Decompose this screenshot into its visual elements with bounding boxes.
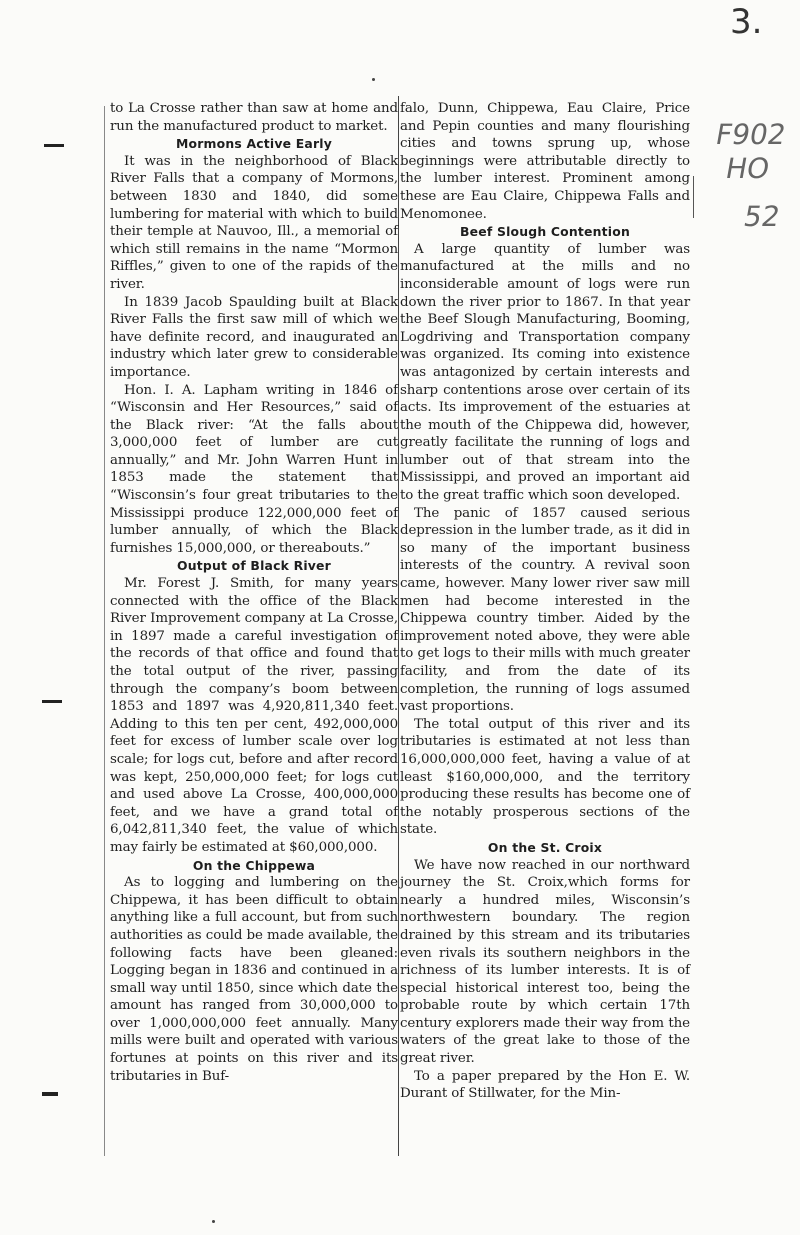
- right-column: [400, 100, 690, 1103]
- handwritten-note-3: 52: [741, 200, 783, 233]
- article-paragraph: The total output of this river and its tributaries is estimated at not less than 16,000,000,000 feet, having a value of at least $160,000,000, and the territory producing these results has become one of the notably prosperous sections of the state.: [400, 716, 690, 838]
- speck: [212, 1220, 215, 1223]
- section-heading: On the St. Croix: [487, 839, 603, 855]
- handwritten-note-2: HO: [723, 152, 773, 185]
- article-paragraph: Mr. Forest J. Smith, for many years connected with the office of the Black River Improvement company at La Crosse, in 1897 made a careful investigation of the records of that office and found that the total output of the river, passing through the company’s boom between 1853 and 1897 was 4,920,811,340 feet. Adding to this ten per cent, 492,000,000 feet for excess of lumber scale over log scale; for logs cut, before and after record was kept, 250,000,000 feet; for logs cut and used above La Crosse, 400,000,000 feet, and we have a grand total of 6,042,811,340 feet, the value of which may fairly be estimated at $60,000,000.: [110, 576, 398, 855]
- article-paragraph: falo, Dunn, Chippewa, Eau Claire, Price and Pepin counties and many flourishing cities and towns sprung up, whose beginnings were attributable directly to the lumber interest. Prominent among these are Eau Claire, Chippewa Falls and Menomonee.: [400, 101, 690, 222]
- section-heading: Output of Black River: [177, 558, 331, 574]
- margin-mark: [42, 1092, 58, 1096]
- article-paragraph: It was in the neighborhood of Black River Falls that a company of Mormons, between 1830 and 1840, did some lumbering for material with which to build their temple at Nauvoo, Ill., a memorial of which still remains in the name “Mormon Riffles,” given to one of the rapids of the river.: [110, 153, 398, 292]
- margin-mark: [44, 144, 64, 147]
- article-paragraph: In 1839 Jacob Spaulding built at Black River Falls the first saw mill of which we have definite record, and inaugurated an industry which later grew to considerable importance.: [110, 294, 398, 380]
- article-paragraph: As to logging and lumbering on the Chippewa, it has been difficult to obtain anything like a full account, but from such authorities as could be made available, the following facts have been gleaned: Logging began in 1836 and continued in a small way until 1850, since which date the amount has ranged from 30,000,000 to over 1,000,000,000 feet annually. Many mills were built and operated with various fortunes at points on this river and its tributaries in Buf-: [110, 875, 398, 1084]
- article-paragraph: A large quantity of lumber was manufactured at the mills and no inconsiderable amount of logs were run down the river prior to 1867. In that year the Beef Slough Manufacturing, Booming, Logdriving and Transportation company was organized. Its coming into existence was antagonized by certain interests and sharp contentions arose over certain of its acts. Its improvement of the estuaries at the mouth of the Chippewa did, however, greatly facilitate the running of logs and lumber out of that stream into the Mississippi, and proved an important aid to the great traffic which soon developed.: [400, 241, 690, 504]
- left-column: [110, 100, 398, 1085]
- page-number: 3.: [730, 2, 763, 42]
- section-heading: On the Chippewa: [192, 857, 316, 873]
- article-paragraph: We have now reached in our northward journey the St. Croix,which forms for nearly a hundred miles, Wisconsin’s northwestern boundary. The region drained by this stream and its tributaries even rivals its southern neighbors in the richness of its lumber interests. It is of special historical interest too, being the probable route by which certain 17th century explorers made their way from the waters of the great lake to those of the great river.: [400, 857, 690, 1067]
- speck: [372, 78, 375, 81]
- margin-bracket: [693, 176, 694, 218]
- column-divider: [398, 96, 399, 1156]
- left-column-border: [104, 106, 105, 1156]
- article-paragraph: to La Crosse rather than saw at home and run the manufactured product to market.: [110, 101, 398, 134]
- article-paragraph: To a paper prepared by the Hon E. W. Durant of Stillwater, for the Min-: [400, 1068, 690, 1102]
- section-heading: Mormons Active Early: [175, 136, 333, 152]
- margin-mark: [42, 700, 62, 703]
- article-paragraph: The panic of 1857 caused serious depression in the lumber trade, as it did in so many of the important business interests of the country. A revival soon came, however. Many lower river saw mill men had become interested in the Chippewa country timber. Aided by the improvement noted above, they were able to get logs to their mills with much greater facility, and from the date of its completion, the running of logs assumed vast proportions.: [400, 505, 690, 715]
- section-heading: Beef Slough Contention: [460, 224, 630, 240]
- handwritten-note-1: F902: [713, 118, 789, 151]
- article-paragraph: Hon. I. A. Lapham writing in 1846 of “Wisconsin and Her Resources,” said of the Black river: “At the falls about 3,000,000 feet of lumber are cut annually,” and Mr. John Warren Hunt in 1853 made the statement that “Wisconsin’s four great tributaries to the Mississippi produce 122,000,000 feet of lumber annually, of which the Black furnishes 15,000,000, or thereabouts.”: [110, 382, 398, 556]
